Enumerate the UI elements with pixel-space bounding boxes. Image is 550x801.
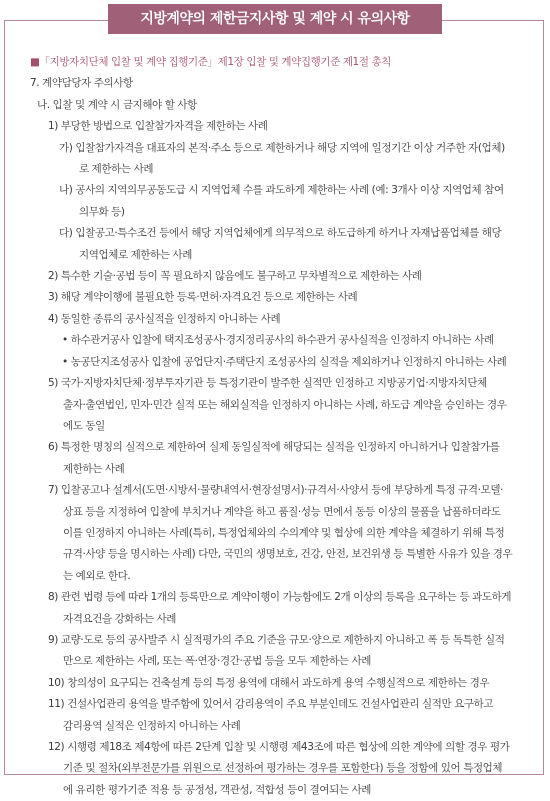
list-item: 12) 시행령 제18조 제4항에 따른 2단계 입찰 및 시행령 제43조에 따른 협상에 의한 계약에 의할 경우 평가: [48, 741, 510, 753]
list-item: 나) 공사의 지역의무공동도급 시 지역업체 수를 과도하게 제한하는 사례 (예: 3개사 이상 지역업체 참여: [59, 184, 504, 197]
list-item-cont: 감리용역 실적은 인정하지 아니하는 사례: [63, 719, 241, 732]
list-item: 9) 교량·도로 등의 공사발주 시 실적평가의 주요 기준을 규모·양으로 제한하지 아니하고 폭 등 독특한 실적: [48, 633, 505, 646]
section-heading: 7. 계약담당자 주의사항: [30, 77, 133, 90]
list-item: 6) 특정한 명칭의 실적으로 제한하여 실제 동일실적에 해당되는 실적을 인정하지 아니하거나 입찰참가를: [48, 441, 500, 454]
bullet-item: • 농공단지조성공사 입찰에 공업단지·주택단지 조성공사의 실적을 제외하거나 인정하지 아니하는 사례: [62, 355, 507, 368]
list-item-cont: 는 예외로 한다.: [63, 569, 131, 582]
subsection-heading: 나. 입찰 및 계약 시 금지해야 할 사항: [37, 98, 197, 111]
list-item-cont: 에도 동일: [63, 419, 105, 432]
list-item: 10) 창의성이 요구되는 건축설계 등의 특정 용역에 대해서 과도하게 용역 수행실적으로 제한하는 경우: [48, 676, 490, 689]
list-item-cont: 이를 인정하지 아니하는 사례(특히, 특정업체와의 수의계약 및 협상에 의한 계약을 체결하기 위해 특정: [63, 526, 505, 539]
list-item-cont: 로 제한하는 사례: [79, 163, 154, 176]
list-item-cont: 지역업체로 제한하는 사례: [79, 248, 193, 261]
page-title: 지방계약의 제한금지사항 및 계약 시 유의사항: [108, 4, 442, 34]
list-item: 7) 입찰공고나 설계서(도면·시방서·물량내역서·현장설명서)·규격서·사양서 등에 부당하게 특정 규격·모델·: [48, 484, 504, 497]
list-item-cont: 에 유리한 평가기준 적용 등 공정성, 객관성, 적합성 등이 결여되는 사례: [63, 783, 372, 796]
list-item: 3) 해당 계약이행에 불필요한 등록·면허·자격요건 등으로 제한하는 사례: [48, 291, 358, 304]
list-item-cont: 제한하는 사례: [63, 462, 125, 475]
list-item-cont: 규격·사양 등을 명시하는 사례) 다만, 국민의 생명보호, 건강, 안전, 보건위생 등 특별한 사유가 있을 경우: [63, 548, 513, 561]
list-item: 8) 관련 법령 등에 따라 1개의 등록만으로 계약이행이 가능함에도 2개 이상의 등록을 요구하는 등 과도하게: [48, 591, 512, 604]
list-item-cont: 의무화 등): [79, 205, 125, 218]
list-item-cont: 자격요건을 강화하는 사례: [63, 612, 177, 625]
list-item: 다) 입찰공고·특수조건 등에서 해당 지역업체에게 의무적으로 하도급하게 하거나 자재납품업체를 해당: [59, 227, 502, 240]
document-body: [30, 52, 520, 801]
list-item-cont: 만으로 제한하는 사례, 또는 폭·연장·경간·공법 등을 모두 제한하는 사례: [63, 655, 372, 668]
list-item: 11) 건설사업관리 용역을 발주함에 있어서 감리용역이 주요 부분인데도 건설사업관리 실적만 요구하고: [48, 698, 494, 711]
source-reference: ■「지방자치단체 입찰 및 계약 집행기준」제1장 입찰 및 계약집행기준 제1절 총칙: [30, 56, 392, 68]
list-item-cont: 출자·출연법인, 민자·민간 실적 또는 해외실적을 인정하지 아니하는 사례, 하도급 계약을 승인하는 경우: [63, 398, 507, 411]
list-item: 2) 특수한 기술·공법 등이 꼭 필요하지 않음에도 불구하고 무차별적으로 제한하는 사례: [48, 270, 422, 283]
list-item: 4) 동일한 종류의 공사실적을 인정하지 아니하는 사례: [48, 312, 281, 325]
list-item-cont: 상표 등을 지정하여 입찰에 부치거나 계약을 하고 품질·성능 면에서 동등 이상의 물품을 납품하더라도: [63, 505, 501, 518]
list-item: 가) 입찰참가자격을 대표자의 본적·주소 등으로 제한하거나 해당 지역에 일정기간 이상 거주한 자(업체): [59, 141, 505, 154]
list-item-cont: 기준 및 절차(외부전문가를 위원으로 선정하여 평가하는 경우를 포함한다) 등을 정함에 있어 특정업체: [63, 762, 503, 775]
list-item: 1) 부당한 방법으로 입찰참가자격을 제한하는 사례: [48, 120, 268, 133]
list-item: 5) 국가·지방자치단체·정부투자기관 등 특정기관이 발주한 실적만 인정하고 지방공기업·지방자치단체: [48, 377, 487, 390]
bullet-item: • 하수관거공사 입찰에 택지조성공사·경지정리공사의 하수관거 공사실적을 인정하지 아니하는 사례: [62, 334, 494, 347]
